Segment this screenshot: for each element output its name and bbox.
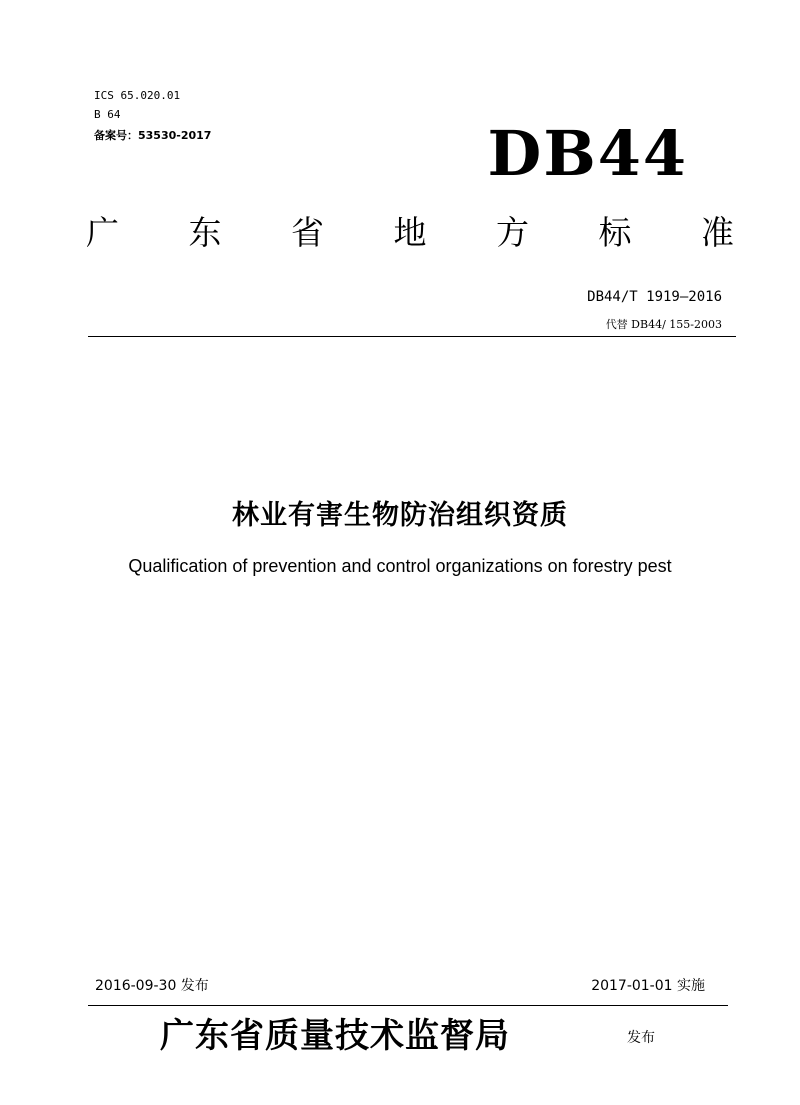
standard-type-char: 广 [86, 213, 119, 252]
footer-divider [88, 1005, 728, 1006]
issue-date: 2016-09-30 发布 [95, 978, 209, 994]
title-english: Qualification of prevention and control organizations on forestry pest [128, 556, 672, 576]
title-chinese: 林业有害生物防治组织资质 [232, 500, 568, 531]
issuing-authority: 广东省质量技术监督局 [160, 1016, 510, 1056]
ics-code: ICS 65.020.01 [94, 89, 181, 102]
standard-type-char: 东 [188, 213, 222, 252]
standard-type-char: 方 [496, 213, 529, 252]
standard-code-logo: DB44 [487, 117, 688, 190]
standard-type-char: 标 [598, 213, 632, 252]
implementation-date: 2017-01-01 实施 [591, 978, 705, 994]
issued-label: 发布 [627, 1030, 655, 1046]
replaces-standard: 代替 DB44/ 155-2003 [605, 318, 722, 331]
standard-number: DB44/T 1919—2016 [587, 289, 722, 305]
header-divider [88, 336, 736, 337]
standard-type-char: 地 [393, 213, 427, 252]
ccs-code: B 64 [94, 108, 121, 121]
standard-type-char: 省 [291, 213, 324, 252]
filing-number: 备案号：53530-2017 [94, 129, 212, 142]
standard-type-heading [86, 210, 734, 256]
standard-type-char: 准 [701, 213, 734, 252]
